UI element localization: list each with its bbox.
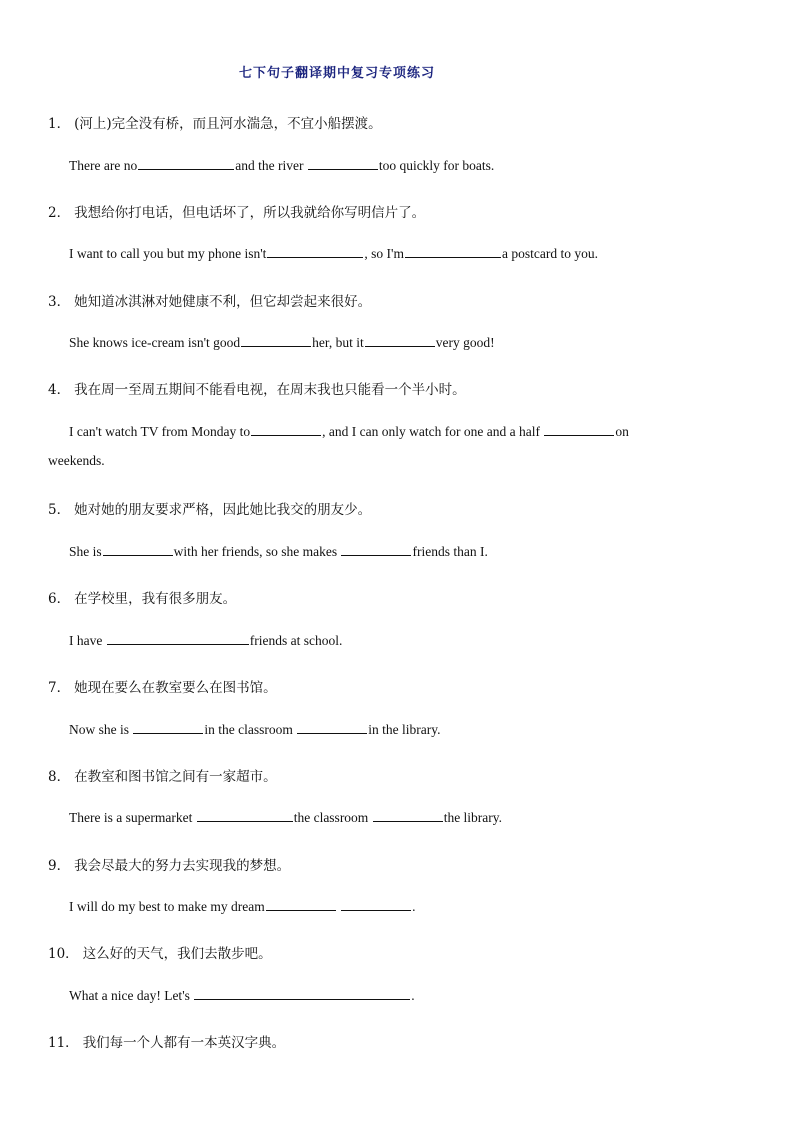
text-segment: with her friends, so she makes [173, 544, 341, 559]
question-5-prompt [48, 498, 371, 518]
question-7-answer-line [69, 720, 440, 738]
text-segment: 10． [48, 946, 79, 962]
text-segment: , so I'm [364, 246, 404, 261]
text-segment: and the river [235, 158, 307, 173]
text-segment: There are no [69, 158, 138, 173]
answer-blank[interactable] [266, 897, 336, 911]
question-10-answer-line [69, 986, 415, 1004]
answer-blank[interactable] [544, 422, 614, 436]
text-segment: 我会尽最大的努力去实现我的梦想。 [74, 858, 291, 874]
answer-blank[interactable] [405, 244, 501, 258]
text-segment: There is a supermarket [69, 810, 196, 825]
text-segment: her, but it [312, 335, 364, 350]
question-5-answer-line [69, 542, 488, 560]
text-segment: 她知道冰淇淋对她健康不利，但它却尝起来很好。 [74, 294, 372, 310]
text-segment: 7． [48, 680, 71, 696]
text-segment: She is [69, 544, 102, 559]
text-segment: 在教室和图书馆之间有一家超市。 [74, 769, 277, 785]
text-segment: the classroom [293, 810, 372, 825]
text-segment: a postcard to you. [501, 246, 598, 261]
answer-blank[interactable] [133, 720, 203, 734]
question-2-answer-line [69, 244, 598, 262]
text-segment: She knows ice-cream isn't good [69, 335, 241, 350]
question-11-prompt [48, 1031, 285, 1051]
answer-blank[interactable] [138, 156, 234, 170]
text-segment: What a nice day! Let's [69, 988, 194, 1003]
answer-blank[interactable] [267, 244, 363, 258]
text-segment: 4． [48, 382, 71, 398]
text-segment: Now she is [69, 722, 133, 737]
answer-blank[interactable] [297, 720, 367, 734]
answer-blank[interactable] [107, 631, 249, 645]
text-segment: 5． [48, 502, 71, 518]
question-6-prompt [48, 587, 236, 607]
question-6-answer-line [69, 631, 342, 649]
text-segment: the library. [443, 810, 503, 825]
text-segment: , and I can only watch for one and a half [322, 424, 544, 439]
text-segment: 3． [48, 294, 71, 310]
text-segment: very good! [435, 335, 495, 350]
text-segment: 她现在要么在教室要么在图书馆。 [74, 680, 277, 696]
question-9-answer-line [69, 897, 415, 915]
text-segment: I have [69, 633, 106, 648]
question-4-answer-line [69, 422, 629, 440]
question-3-answer-line [69, 333, 495, 351]
answer-blank[interactable] [194, 986, 410, 1000]
text-segment: 1． [48, 116, 71, 132]
text-segment: 在学校里，我有很多朋友。 [74, 591, 237, 607]
text-segment: 这么好的天气，我们去散步吧。 [82, 946, 272, 962]
text-segment: 她对她的朋友要求严格，因此她比我交的朋友少。 [74, 502, 372, 518]
answer-blank[interactable] [373, 808, 443, 822]
page-title: 七下句子翻译期中复习专项练习 [238, 66, 435, 81]
answer-blank[interactable] [365, 333, 435, 347]
text-segment: 我在周一至周五期间不能看电视，在周末我也只能看一个半小时。 [74, 382, 466, 398]
question-1-prompt [48, 112, 382, 132]
text-segment: . [412, 899, 416, 914]
text-segment: 2． [48, 205, 71, 221]
question-8-prompt [48, 765, 277, 785]
text-segment: in the classroom [204, 722, 297, 737]
text-segment: in the library. [368, 722, 441, 737]
text-segment: 我想给你打电话，但电话坏了，所以我就给你写明信片了。 [74, 205, 426, 221]
text-segment: 9． [48, 858, 71, 874]
question-1-answer-line [69, 156, 494, 174]
answer-blank[interactable] [103, 542, 173, 556]
text-segment: I want to call you but my phone isn't [69, 246, 267, 261]
answer-blank[interactable] [308, 156, 378, 170]
text-segment: . [411, 988, 415, 1003]
question-2-prompt [48, 201, 425, 221]
text-segment: friends at school. [249, 633, 343, 648]
answer-blank[interactable] [197, 808, 293, 822]
text-segment: 8． [48, 769, 71, 785]
text-segment: I can't watch TV from Monday to [69, 424, 251, 439]
text-segment: 我们每一个人都有一本英汉字典。 [82, 1035, 286, 1051]
text-segment: I will do my best to make my dream [69, 899, 265, 914]
text-segment: on [615, 424, 629, 439]
question-3-prompt [48, 290, 371, 310]
answer-blank[interactable] [241, 333, 311, 347]
text-segment: too quickly for boats. [378, 158, 495, 173]
answer-blank[interactable] [341, 897, 411, 911]
question-10-prompt [48, 942, 272, 962]
text-segment: 11． [48, 1035, 79, 1051]
text-segment: 6． [48, 591, 71, 607]
answer-blank[interactable] [251, 422, 321, 436]
text-segment [337, 899, 340, 914]
question-8-answer-line [69, 808, 502, 826]
text-segment: (河上)完全没有桥，而且河水湍急，不宜小船摆渡。 [74, 116, 382, 132]
text-segment: friends than I. [412, 544, 488, 559]
question-4-answer-continuation: weekends. [48, 453, 105, 468]
question-4-prompt [48, 378, 466, 398]
answer-blank[interactable] [341, 542, 411, 556]
question-7-prompt [48, 676, 277, 696]
question-9-prompt [48, 854, 290, 874]
